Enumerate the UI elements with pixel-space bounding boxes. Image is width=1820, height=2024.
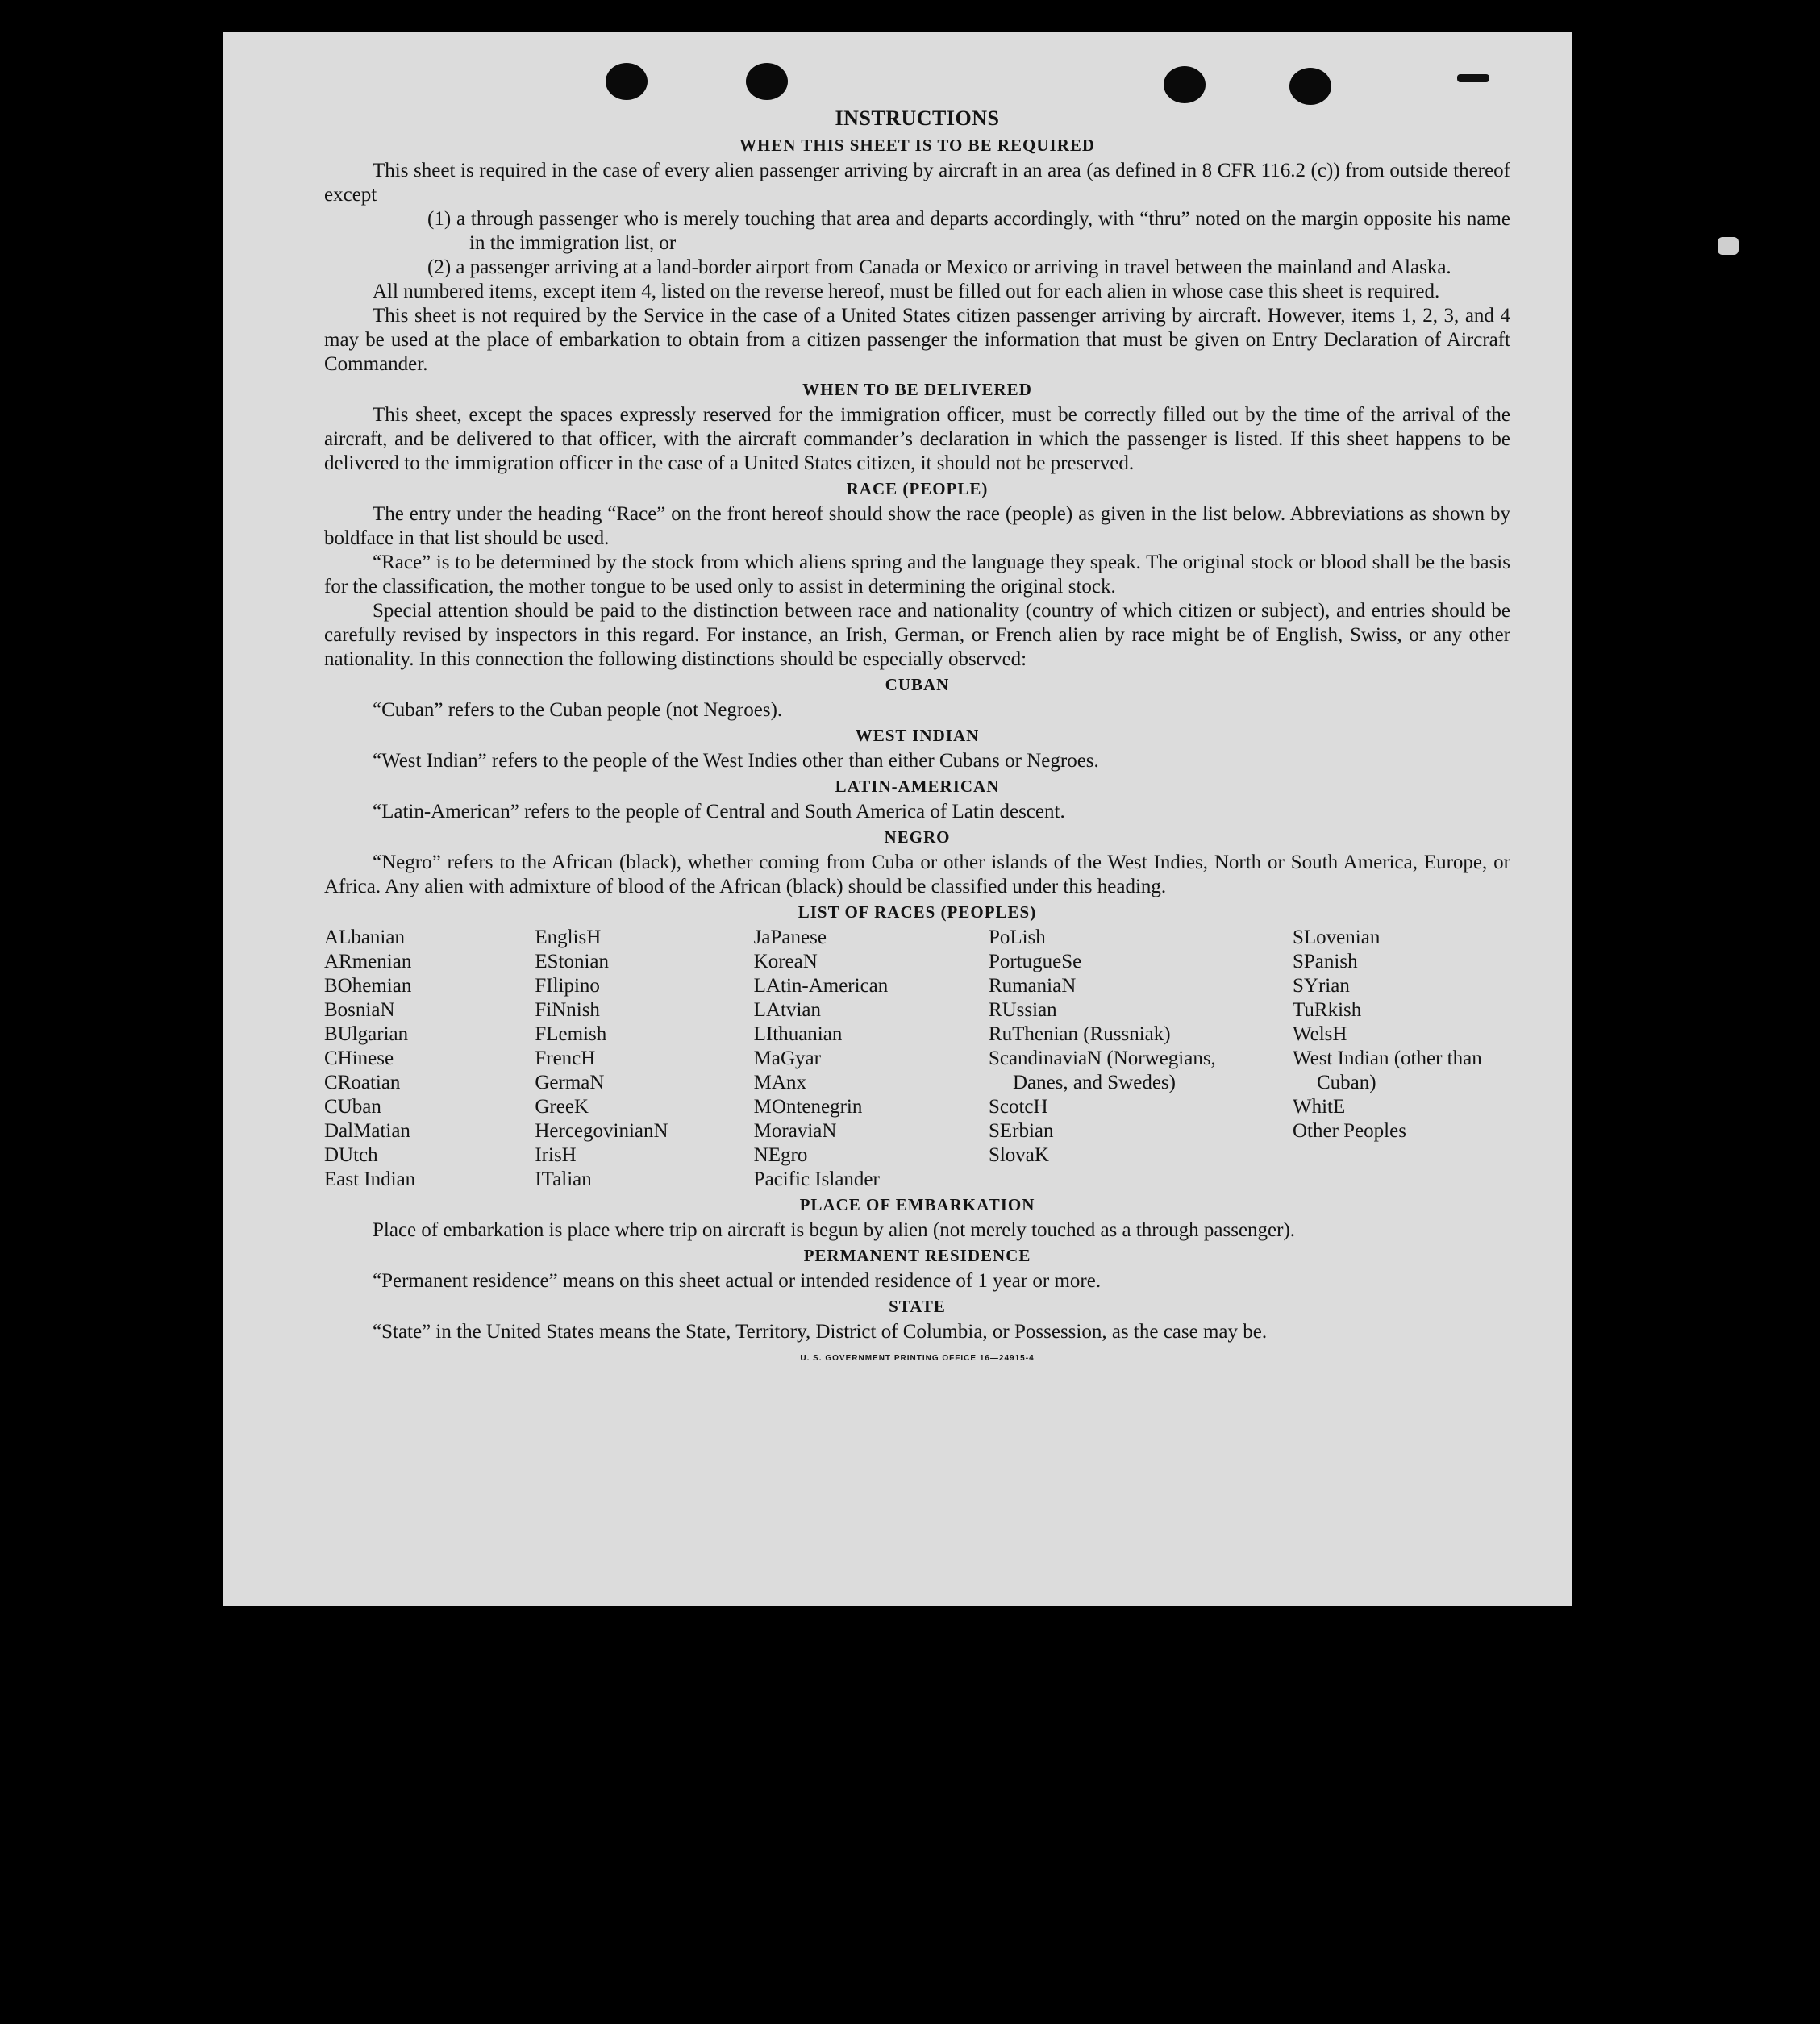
- paragraph: Place of embarkation is place where trip on aircraft is begun by alien (not merely touched as a through passenger).: [373, 1219, 1296, 1241]
- section-latin-american: [324, 777, 1510, 824]
- race-item: SlovaK: [988, 1144, 1049, 1166]
- section-heading: WHEN THIS SHEET IS TO BE REQUIRED: [739, 135, 1096, 155]
- punch-hole: [1164, 66, 1206, 103]
- race-item: MaGyar: [753, 1047, 821, 1069]
- race-item: CHinese: [324, 1047, 394, 1069]
- document-sheet: [223, 32, 1572, 1606]
- punch-hole: [606, 63, 648, 100]
- race-item: NEgro: [753, 1144, 808, 1166]
- race-item: PoLish: [988, 927, 1046, 948]
- printing-office-footer: U. S. GOVERNMENT PRINTING OFFICE 16—24915-4: [800, 1354, 1035, 1363]
- section-heading: STATE: [889, 1297, 946, 1316]
- race-item: Pacific Islander: [753, 1168, 880, 1190]
- section-heading: PERMANENT RESIDENCE: [803, 1246, 1031, 1265]
- race-column: [989, 926, 1293, 1192]
- race-item: East Indian: [324, 1168, 416, 1190]
- scan-speck: [1457, 74, 1489, 82]
- race-item: MoraviaN: [753, 1120, 837, 1142]
- race-item: DUtch: [324, 1144, 378, 1166]
- section-heading: PLACE OF EMBARKATION: [799, 1195, 1035, 1214]
- section-negro: [324, 827, 1510, 899]
- race-item: FiNnish: [535, 999, 600, 1021]
- race-item: SErbian: [988, 1120, 1054, 1142]
- section-state: [324, 1297, 1510, 1344]
- document-title: INSTRUCTIONS: [835, 106, 1000, 130]
- race-item: RUssian: [988, 999, 1057, 1021]
- race-item: MAnx: [753, 1072, 806, 1093]
- race-item: JaPanese: [753, 927, 827, 948]
- race-item: CRoatian: [324, 1072, 401, 1093]
- section-when-required: [324, 135, 1510, 377]
- paragraph: “West Indian” refers to the people of the West Indies other than either Cubans or Negroes.: [373, 750, 1099, 772]
- race-column: [324, 926, 535, 1192]
- race-item: GermaN: [535, 1072, 605, 1093]
- race-item: FIlipino: [535, 975, 600, 997]
- race-item: TuRkish: [1293, 999, 1362, 1021]
- list-item: (2) a passenger arriving at a land-border airport from Canada or Mexico or arriving in travel between the mainland and Alaska.: [427, 256, 1451, 278]
- race-item: SYrian: [1293, 975, 1350, 997]
- race-item: SPanish: [1293, 951, 1358, 972]
- section-when-delivered: [324, 380, 1510, 476]
- race-column: [1293, 926, 1510, 1192]
- race-item: BUlgarian: [324, 1023, 409, 1045]
- race-item: IrisH: [535, 1144, 577, 1166]
- paragraph: This sheet is required in the case of every alien passenger arriving by aircraft in an area (as defined in 8 CFR 116.2 (c)) from outside thereof except: [324, 160, 1510, 206]
- paragraph: Special attention should be paid to the distinction between race and nationality (country of which citizen or subject), and entries should be carefully revised by inspectors in this regard. For instance, an Irish, German, or French alien by race might be of English, Swiss, or any other nationality. In this connection the following distinctions should be especially observed:: [324, 600, 1510, 670]
- paragraph: This sheet, except the spaces expressly reserved for the immigration officer, must be correctly filled out by the time of the arrival of the aircraft, and be delivered to that officer, with the aircraft commander’s declaration in which the passenger is listed. If this sheet happens to be delivered to the immigration officer in the case of a United States citizen, it should not be preserved.: [324, 404, 1510, 474]
- race-item: DalMatian: [324, 1120, 410, 1142]
- races-columns: [324, 926, 1510, 1192]
- race-column: [535, 926, 753, 1192]
- paragraph: This sheet is not required by the Service in the case of a United States citizen passenger arriving by aircraft. However, items 1, 2, 3, and 4 may be used at the place of embarkation to obtain from a citizen passenger the information that must be given on Entry Declaration of Aircraft Commander.: [324, 305, 1510, 375]
- race-item: CUban: [324, 1096, 381, 1118]
- race-item: LAtvian: [753, 999, 821, 1021]
- paragraph: “Negro” refers to the African (black), whether coming from Cuba or other islands of the West Indies, North or South America, Europe, or Africa. Any alien with admixture of blood of the African (black) should be classified under this heading.: [324, 852, 1510, 897]
- punch-hole: [746, 63, 788, 100]
- section-heading: LATIN-AMERICAN: [835, 777, 1000, 796]
- race-item: RuThenian (Russniak): [988, 1023, 1171, 1045]
- race-item: ARmenian: [324, 951, 412, 972]
- race-item: LAtin-American: [753, 975, 889, 997]
- race-item: HercegovinianN: [535, 1120, 668, 1142]
- race-item: ALbanian: [324, 927, 405, 948]
- section-cuban: [324, 675, 1510, 723]
- race-item: WelsH: [1293, 1023, 1347, 1045]
- paragraph: The entry under the heading “Race” on the front hereof should show the race (people) as given in the list below. Abbreviations as shown by boldface in that list should be used.: [324, 503, 1510, 549]
- race-item: LIthuanian: [753, 1023, 843, 1045]
- race-column: [754, 926, 989, 1192]
- section-heading: CUBAN: [885, 675, 950, 694]
- paragraph: “Latin-American” refers to the people of Central and South America of Latin descent.: [373, 801, 1065, 823]
- race-item: KoreaN: [753, 951, 818, 972]
- race-item: ITalian: [535, 1168, 592, 1190]
- section-heading: RACE (PEOPLE): [846, 479, 989, 498]
- race-item: ScandinaviaN (Norwegians, Danes, and Swedes): [988, 1047, 1216, 1093]
- scan-speck: [1718, 237, 1739, 255]
- paragraph: “State” in the United States means the State, Territory, District of Columbia, or Possession, as the case may be.: [373, 1321, 1268, 1343]
- section-permanent-residence: [324, 1246, 1510, 1293]
- section-west-indian: [324, 726, 1510, 773]
- race-item: GreeK: [535, 1096, 589, 1118]
- race-item: EStonian: [535, 951, 610, 972]
- race-item: PortugueSe: [988, 951, 1082, 972]
- race-item: RumaniaN: [988, 975, 1077, 997]
- race-item: SLovenian: [1293, 927, 1381, 948]
- race-item: West Indian (other than Cuban): [1293, 1047, 1482, 1093]
- race-item: FLemish: [535, 1023, 607, 1045]
- section-place-of-embarkation: [324, 1195, 1510, 1243]
- race-item: FrencH: [535, 1047, 596, 1069]
- paragraph: “Race” is to be determined by the stock from which aliens spring and the language they speak. The original stock or blood shall be the basis for the classification, the mother tongue to be used only to assist in determining the original stock.: [324, 552, 1510, 598]
- section-race: [324, 479, 1510, 672]
- paragraph: “Permanent residence” means on this sheet actual or intended residence of 1 year or more.: [373, 1270, 1102, 1292]
- paragraph: “Cuban” refers to the Cuban people (not Negroes).: [373, 699, 783, 721]
- section-heading: NEGRO: [884, 827, 951, 847]
- race-item: ScotcH: [988, 1096, 1048, 1118]
- list-item: (1) a through passenger who is merely touching that area and departs accordingly, with “thru” noted on the margin opposite his name in the immigration list, or: [427, 208, 1510, 254]
- race-item: WhitE: [1293, 1096, 1346, 1118]
- race-item: BOhemian: [324, 975, 412, 997]
- races-list: [324, 902, 1510, 1192]
- races-heading: LIST OF RACES (PEOPLES): [798, 902, 1037, 922]
- section-heading: WEST INDIAN: [855, 726, 980, 745]
- punch-hole: [1289, 68, 1331, 105]
- paragraph: All numbered items, except item 4, listed on the reverse hereof, must be filled out for each alien in whose case this sheet is required.: [373, 281, 1440, 302]
- race-item: MOntenegrin: [753, 1096, 863, 1118]
- section-heading: WHEN TO BE DELIVERED: [802, 380, 1032, 399]
- race-item: BosniaN: [324, 999, 395, 1021]
- race-item: EnglisH: [535, 927, 602, 948]
- race-item: Other Peoples: [1293, 1120, 1406, 1142]
